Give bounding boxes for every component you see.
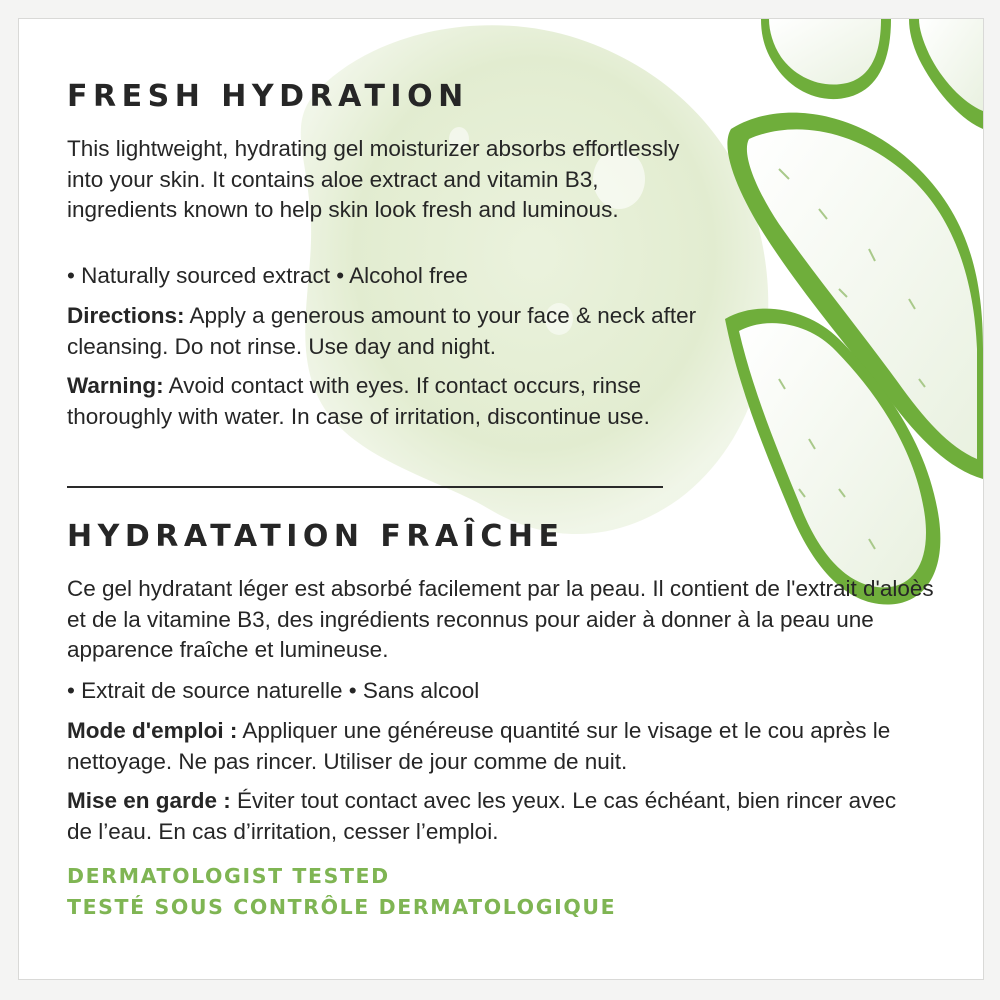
aloe-slice-top-left bbox=[761, 19, 891, 99]
warning-label-fr: Mise en garde : bbox=[67, 788, 231, 813]
badge-dermatologist-tested-fr: TESTÉ SOUS CONTRÔLE DERMATOLOGIQUE bbox=[67, 895, 617, 919]
heading-en: FRESH HYDRATION bbox=[67, 79, 469, 114]
warning-fr bbox=[67, 786, 907, 847]
directions-label-fr: Mode d'emploi : bbox=[67, 718, 238, 743]
aloe-slice-top-right bbox=[909, 19, 983, 129]
warning-en bbox=[67, 371, 707, 432]
directions-text-en: Apply a generous amount to your face & neck after cleansing. Do not rinse. Use day and night. bbox=[67, 303, 697, 359]
product-info-panel bbox=[18, 18, 984, 980]
warning-text-en: Avoid contact with eyes. If contact occurs, rinse thoroughly with water. In case of irritation, discontinue use. bbox=[67, 373, 650, 429]
directions-en bbox=[67, 301, 707, 362]
description-en: This lightweight, hydrating gel moisturizer absorbs effortlessly into your skin. It contains aloe extract and vitamin B3, ingredients known to help skin look fresh and luminous. bbox=[67, 136, 680, 222]
description-fr: Ce gel hydratant léger est absorbé facilement par la peau. Il contient de l'extrait d'aloès et de la vitamine B3, des ingrédients reconnus pour aider à donner à la peau une apparence fraîche et lumineuse. bbox=[67, 576, 934, 662]
features-fr: • Extrait de source naturelle • Sans alcool bbox=[67, 678, 480, 703]
badge-dermatologist-tested-en: DERMATOLOGIST TESTED bbox=[67, 864, 390, 888]
features-en: • Naturally sourced extract • Alcohol free bbox=[67, 263, 468, 288]
directions-text-fr: Appliquer une généreuse quantité sur le visage et le cou après le nettoyage. Ne pas rincer. Utiliser de jour comme de nuit. bbox=[67, 718, 891, 774]
warning-label-en: Warning: bbox=[67, 373, 164, 398]
directions-fr bbox=[67, 716, 902, 777]
warning-text-fr: Éviter tout contact avec les yeux. Le cas échéant, bien rincer avec de l’eau. En cas d’irritation, cesser l’emploi. bbox=[67, 788, 897, 844]
heading-fr: HYDRATATION FRAÎCHE bbox=[67, 519, 565, 554]
directions-label-en: Directions: bbox=[67, 303, 185, 328]
section-divider bbox=[67, 486, 663, 488]
